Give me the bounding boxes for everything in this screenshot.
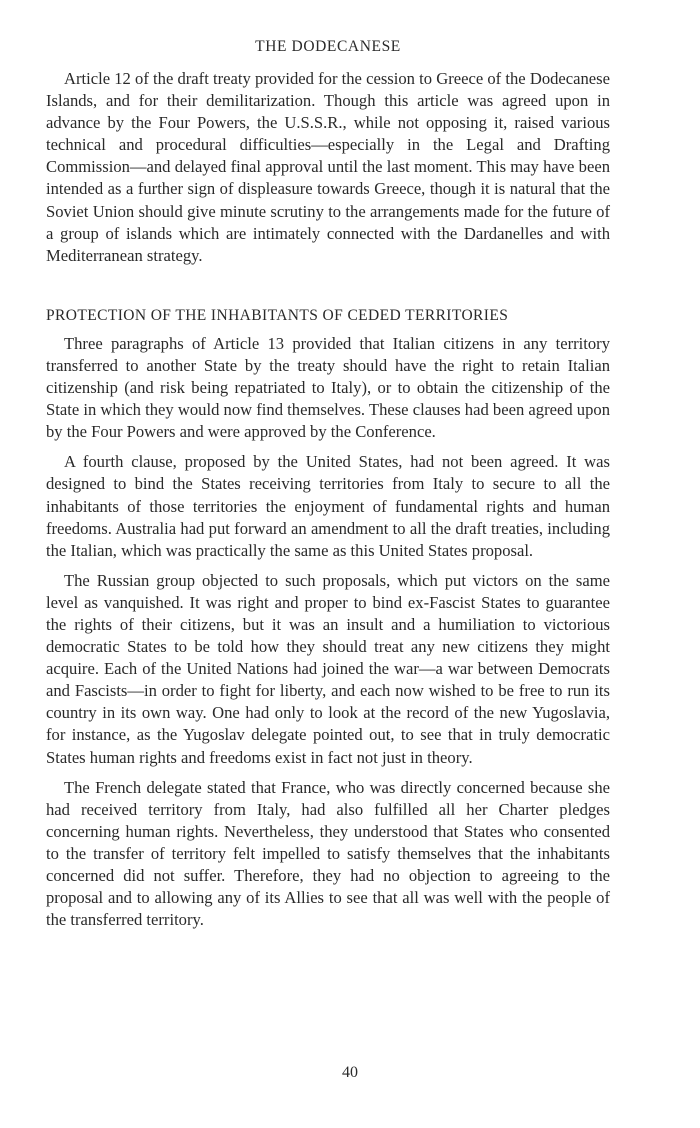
paragraph-protection-4: The French delegate stated that France, who was directly concerned because she had received territory from Italy, had also fulfilled all her Charter pledges concerning human rights. Nevertheless, they understood that States who consented to the transfer of territory felt impelled to satisfy themselves that the inhabitants concerned did not suffer. Therefore, they had no objection to agreeing to the proposal and to allowing any of its Allies to see that all was well with the people of the transferred territory. <box>46 777 610 930</box>
paragraph-protection-1: Three paragraphs of Article 13 provided that Italian citizens in any territory transferred to another State by the treaty should have the right to retain Italian citizenship (and risk being repatriated to Italy), or to obtain the citizenship of the State in which they would now find themselves. These clauses had been agreed upon by the Four Powers and were approved by the Conference. <box>46 333 610 442</box>
document-page <box>46 36 610 939</box>
section-heading-protection: PROTECTION OF THE INHABITANTS OF CEDED TERRITORIES <box>46 306 509 324</box>
paragraph-dodecanese-1: Article 12 of the draft treaty provided for the cession to Greece of the Dodecanese Islands, and for their demilitarization. Though this article was agreed upon in advance by the Four Powers, the U.S.S.R., while not opposing it, raised various technical and procedural difficulties—especially in the Legal and Drafting Commission—and delayed final approval until the last moment. This may have been intended as a further sign of displeasure towards Greece, though it is natural that the Soviet Union should give minute scrutiny to the arrangements made for the future of a group of islands which are intimately connected with the Dardanelles and with Mediterranean strategy. <box>46 69 610 265</box>
paragraph-protection-2: A fourth clause, proposed by the United States, had not been agreed. It was designed to bind the States receiving territories from Italy to secure to all the inhabitants of those territories the enjoyment of fundamental rights and human freedoms. Australia had put forward an amendment to all the draft treaties, including the Italian, which was practically the same as this United States proposal. <box>46 452 610 560</box>
paragraph-protection-3: The Russian group objected to such proposals, which put victors on the same level as vanquished. It was right and proper to bind ex-Fascist States to guarantee the rights of their citizens, but it was an insult and a humiliation to victorious democratic States to be told how they should treat any new citizens they might acquire. Each of the United Nations had joined the war—a war between Democrats and Fascists—in order to fight for liberty, and each now wished to be free to run its country in its own way. One had only to look at the record of the new Yugoslavia, for instance, as the Yugoslav delegate pointed out, to see that in truly democratic States human rights and freedoms exist in fact not just in theory. <box>46 570 610 767</box>
section-heading-dodecanese: THE DODECANESE <box>255 38 401 55</box>
page-number: 40 <box>342 1064 358 1081</box>
section-spacer <box>46 275 610 305</box>
